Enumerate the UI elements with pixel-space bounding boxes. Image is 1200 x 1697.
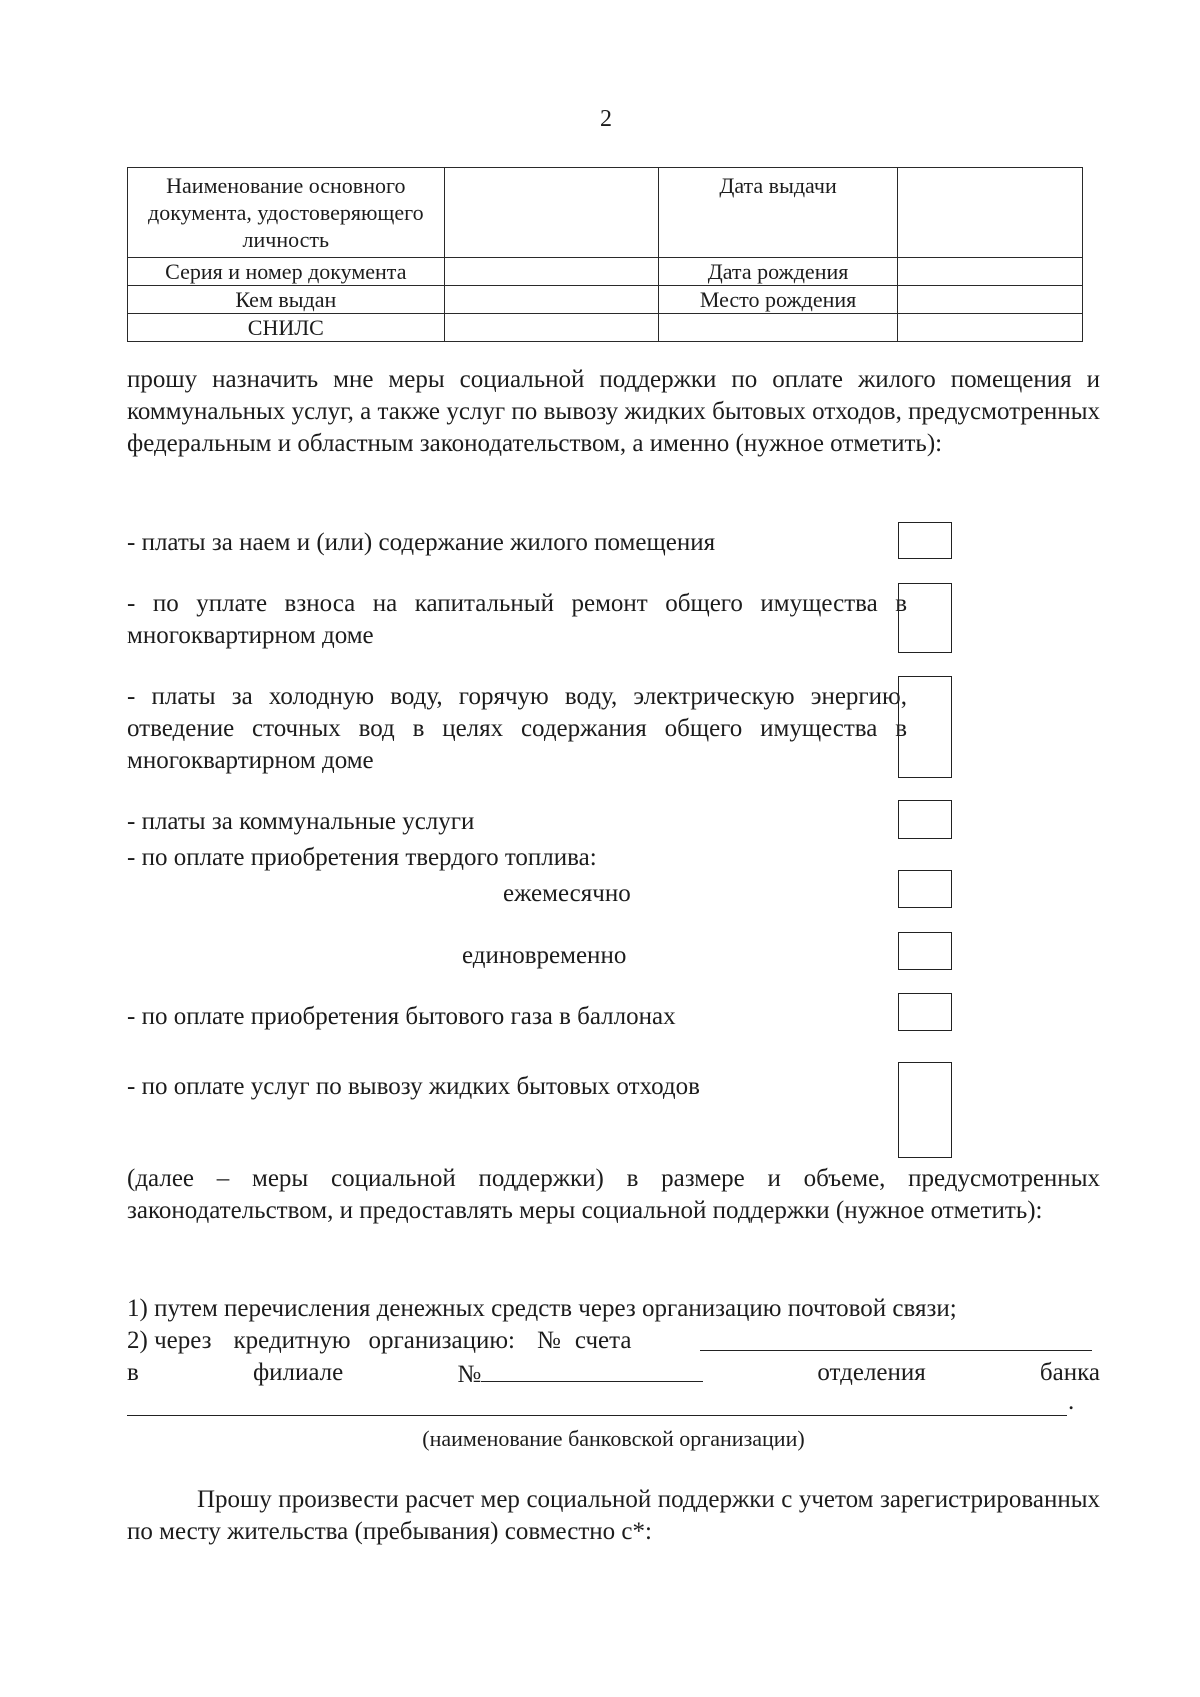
option-rent-label: - платы за наем и (или) содержание жилого помещения xyxy=(127,529,716,556)
branch-word: отделения xyxy=(817,1359,926,1386)
payment-bank-option xyxy=(127,1325,631,1357)
branch-word: № xyxy=(457,1361,482,1388)
option-one-time-label: единовременно xyxy=(462,942,627,969)
identity-table xyxy=(127,167,1083,342)
period: . xyxy=(1068,1388,1075,1415)
issued-by-label: Кем выдан xyxy=(128,286,445,314)
option-solid-fuel-label: - по оплате приобретения твердого топлива: xyxy=(127,844,597,871)
issue-date-field[interactable] xyxy=(897,168,1082,258)
branch-word: банка xyxy=(1039,1359,1100,1386)
bank-word: счета xyxy=(574,1327,632,1354)
snils-field[interactable] xyxy=(444,314,659,342)
snils-label: СНИЛС xyxy=(128,314,445,342)
option-capital-repair-label: - по уплате взноса на капитальный ремонт общего имущества в многоквартирном доме xyxy=(127,590,907,649)
option-monthly-label: ежемесячно xyxy=(503,880,631,907)
branch-word: в xyxy=(127,1359,139,1386)
option-common-utilities-label: - платы за холодную воду, горячую воду, электрическую энергию, отведение сточных вод в целях содержания общего имущества в многоквартирном доме xyxy=(127,683,907,774)
issued-by-field[interactable] xyxy=(444,286,659,314)
calc-paragraph: Прошу произвести расчет мер социальной поддержки с учетом зарегистрированных по месту жительства (пребывания) совместно с*: xyxy=(127,1486,1100,1545)
request-paragraph: прошу назначить мне меры социальной поддержки по оплате жилого помещения и коммунальных услуг, а также услуг по вывозу жидких бытовых отходов, предусмотренных федеральным и областным законодательством, а именно (нужное отметить): xyxy=(127,366,1100,457)
continuation-paragraph: (далее – меры социальной поддержки) в размере и объеме, предусмотренных законодательством, и предоставлять меры социальной поддержки (нужное отметить): xyxy=(127,1165,1100,1224)
bank-word: 2) через xyxy=(127,1327,212,1354)
empty-cell[interactable] xyxy=(659,314,897,342)
option-waste-checkbox[interactable] xyxy=(898,1062,952,1158)
option-capital-repair-checkbox[interactable] xyxy=(898,583,952,653)
account-number-field[interactable] xyxy=(700,1350,1092,1351)
series-label: Серия и номер документа xyxy=(128,258,445,286)
bank-name-field[interactable] xyxy=(127,1415,1067,1416)
option-monthly-checkbox[interactable] xyxy=(898,870,952,908)
option-utilities-checkbox[interactable] xyxy=(898,800,952,839)
branch-number-group xyxy=(457,1357,703,1391)
birth-place-field[interactable] xyxy=(897,286,1082,314)
option-waste-label: - по оплате услуг по вывозу жидких бытовых отходов xyxy=(127,1073,700,1100)
empty-cell[interactable] xyxy=(897,314,1082,342)
doc-name-field[interactable] xyxy=(444,168,659,258)
payment-post-option: 1) путем перечисления денежных средств через организацию почтовой связи; xyxy=(127,1295,957,1322)
payment-branch-line xyxy=(127,1357,1100,1391)
option-one-time-checkbox[interactable] xyxy=(898,932,952,970)
option-gas-label: - по оплате приобретения бытового газа в баллонах xyxy=(127,1003,676,1030)
bank-word: кредитную xyxy=(233,1327,351,1354)
option-common-utilities-checkbox[interactable] xyxy=(898,676,952,778)
issue-date-label: Дата выдачи xyxy=(659,168,897,258)
option-gas-checkbox[interactable] xyxy=(898,993,952,1031)
birth-date-field[interactable] xyxy=(897,258,1082,286)
branch-word: филиале xyxy=(252,1359,344,1386)
birth-place-label: Место рождения xyxy=(659,286,897,314)
bank-word: № xyxy=(537,1327,561,1354)
series-field[interactable] xyxy=(444,258,659,286)
option-utilities-label: - платы за коммунальные услуги xyxy=(127,808,475,835)
option-rent-checkbox[interactable] xyxy=(898,522,952,559)
bank-name-caption: (наименование банковской организации) xyxy=(422,1426,805,1451)
branch-number-field[interactable] xyxy=(481,1357,703,1382)
bank-word: организацию: xyxy=(368,1327,515,1354)
page-number: 2 xyxy=(600,106,612,132)
birth-date-label: Дата рождения xyxy=(659,258,897,286)
doc-name-label: Наименование основного документа, удостоверяющего личность xyxy=(128,168,445,258)
